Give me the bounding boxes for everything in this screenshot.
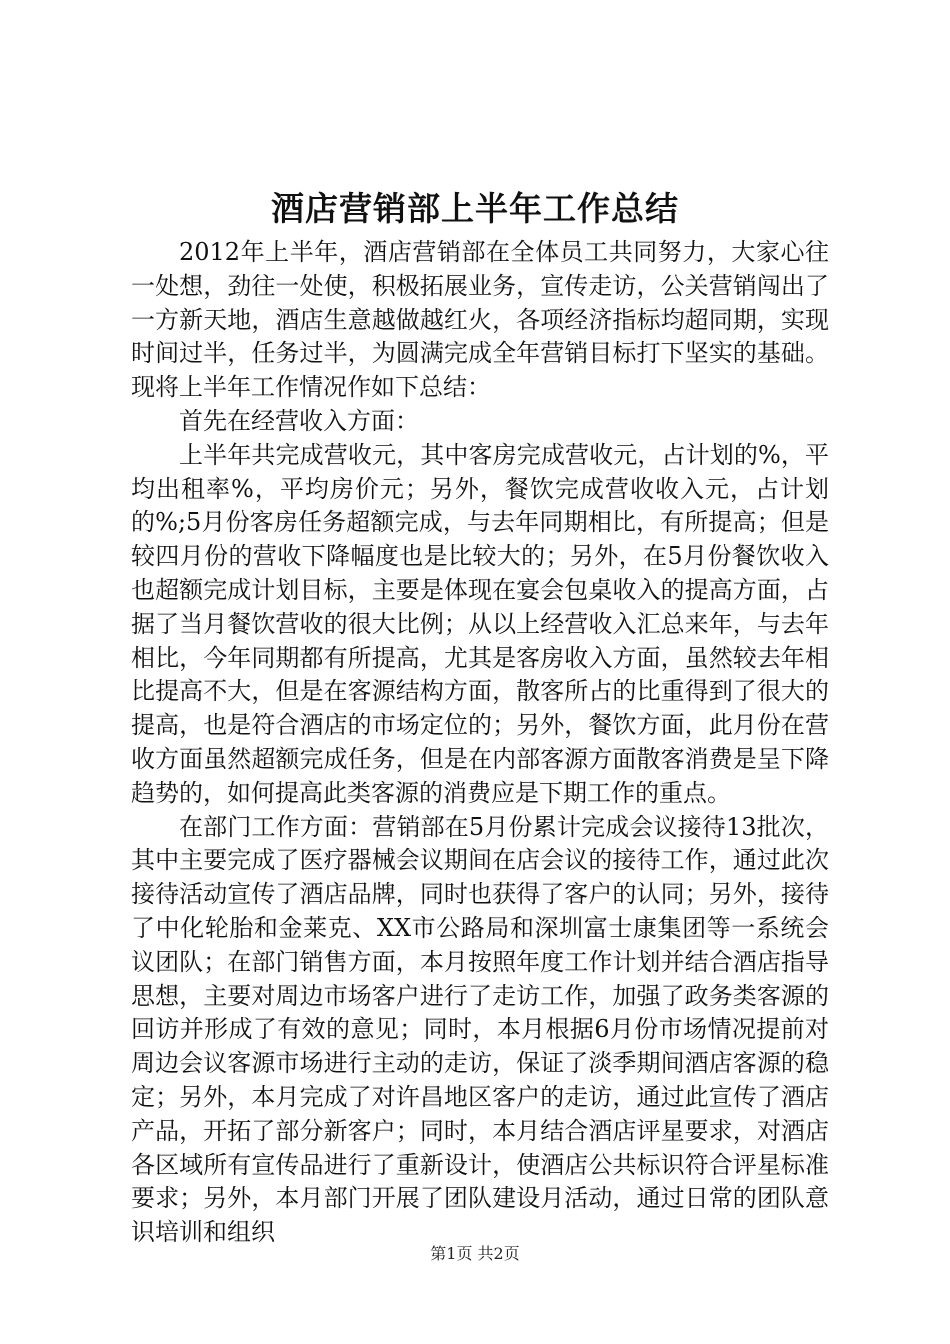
document-title: 酒店营销部上半年工作总结 — [271, 189, 679, 228]
revenue-heading-paragraph: 首先在经营收入方面： — [179, 406, 419, 435]
intro-paragraph: 2012年上半年，酒店营销部在全体员工共同努力，大家心往一处想，劲往一处使，积极拓展业务，宣传走访，公关营销闯出了一方新天地，酒店生意越做越红火，各项经济指标均超同期，实现时间过半，任务过半，为圆满完成全年营销目标打下坚实的基础。现将上半年工作情况作如下总结： — [131, 238, 829, 402]
department-work-paragraph: 在部门工作方面：营销部在5月份累计完成会议接待13批次，其中主要完成了医疗器械会议期间在店会议的接待工作，通过此次接待活动宣传了酒店品牌，同时也获得了客户的认同；另外，接待了中化轮胎和金莱克、XX市公路局和深圳富士康集团等一系统会议团队；在部门销售方面，本月按照年度工作计划并结合酒店指导思想，主要对周边市场客户进行了走访工作，加强了政务类客源的回访并形成了有效的意见；同时，本月根据6月份市场情况提前对周边会议客源市场进行主动的走访，保证了淡季期间酒店客源的稳定；另外，本月完成了对许昌地区客户的走访，通过此宣传了酒店产品，开拓了部分新客户；同时，本月结合酒店评星要求，对酒店各区域所有宣传品进行了重新设计，使酒店公共标识符合评星标准要求；另外，本月部门开展了团队建设月活动，通过日常的团队意识培训和组织 — [131, 812, 829, 1247]
revenue-paragraph: 上半年共完成营收元，其中客房完成营收元，占计划的%，平均出租率%，平均房价元；另外，餐饮完成营收收入元，占计划的%;5月份客房任务超额完成，与去年同期相比，有所提高；但是较四月份的营收下降幅度也是比较大的；另外，在5月份餐饮收入也超额完成计划目标，主要是体现在宴会包桌收入的提高方面，占据了当月餐饮营收的很大比例；从以上经营收入汇总来年，与去年相比，今年同期都有所提高，尤其是客房收入方面，虽然较去年相比提高不大，但是在客源结构方面，散客所占的比重得到了很大的提高，也是符合酒店的市场定位的；另外，餐饮方面，此月份在营收方面虽然超额完成任务，但是在内部客源方面散客消费是呈下降趋势的，如何提高此类客源的消费应是下期工作的重点。 — [131, 440, 829, 807]
page-number-footer: 第1页 共2页 — [430, 1244, 520, 1263]
document-body — [131, 236, 829, 1250]
